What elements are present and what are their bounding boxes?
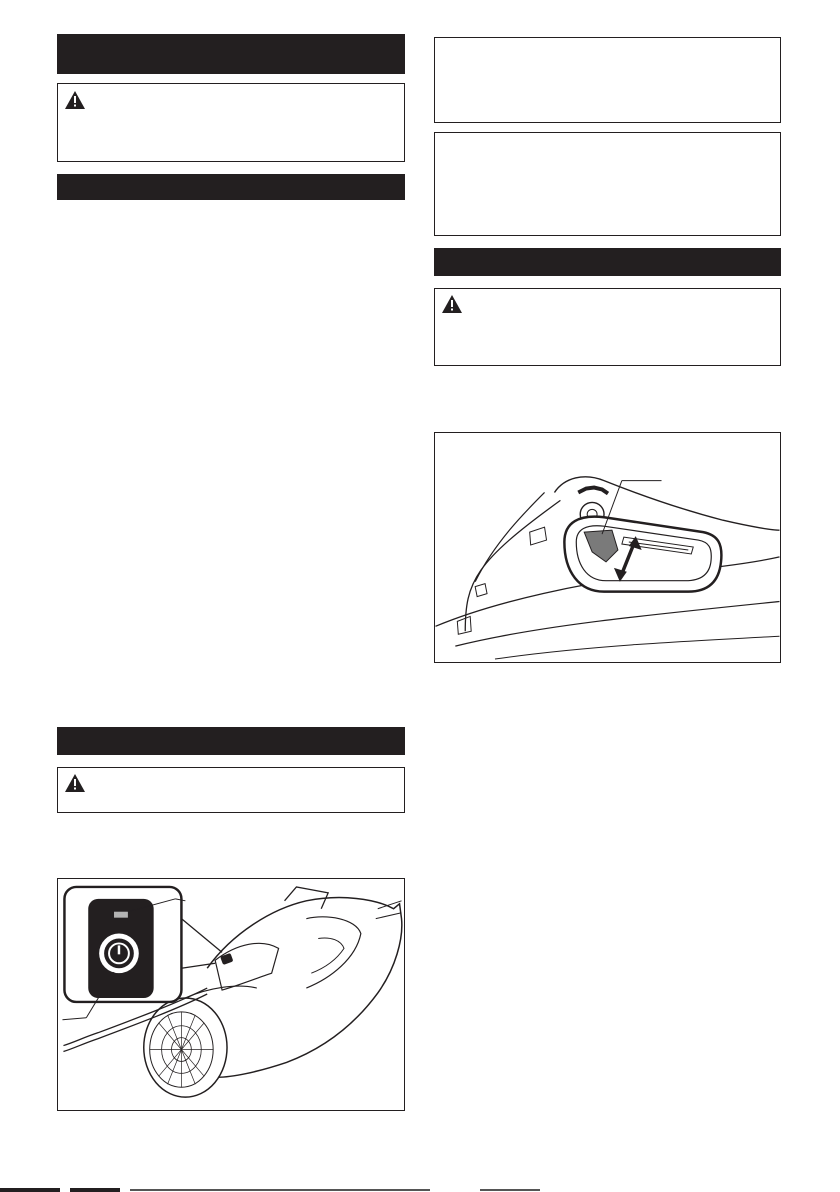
figure-handle-lever — [434, 432, 781, 663]
caution-box-top-left — [57, 83, 405, 162]
caution-box-left-2 — [57, 767, 405, 813]
section-heading-left-3 — [57, 727, 405, 755]
caution-box-right — [434, 288, 781, 366]
note-box-top-right — [434, 37, 781, 123]
warning-triangle-icon — [442, 295, 462, 313]
section-heading-left-2 — [57, 174, 405, 200]
figure-blower-power-switch — [57, 878, 405, 1111]
note-box-right-2 — [434, 132, 781, 236]
warning-triangle-icon — [65, 91, 85, 109]
section-heading-right — [434, 248, 781, 276]
warning-triangle-icon — [65, 774, 85, 792]
section-heading-top — [57, 34, 405, 74]
bottom-edge-strip — [0, 1186, 840, 1192]
